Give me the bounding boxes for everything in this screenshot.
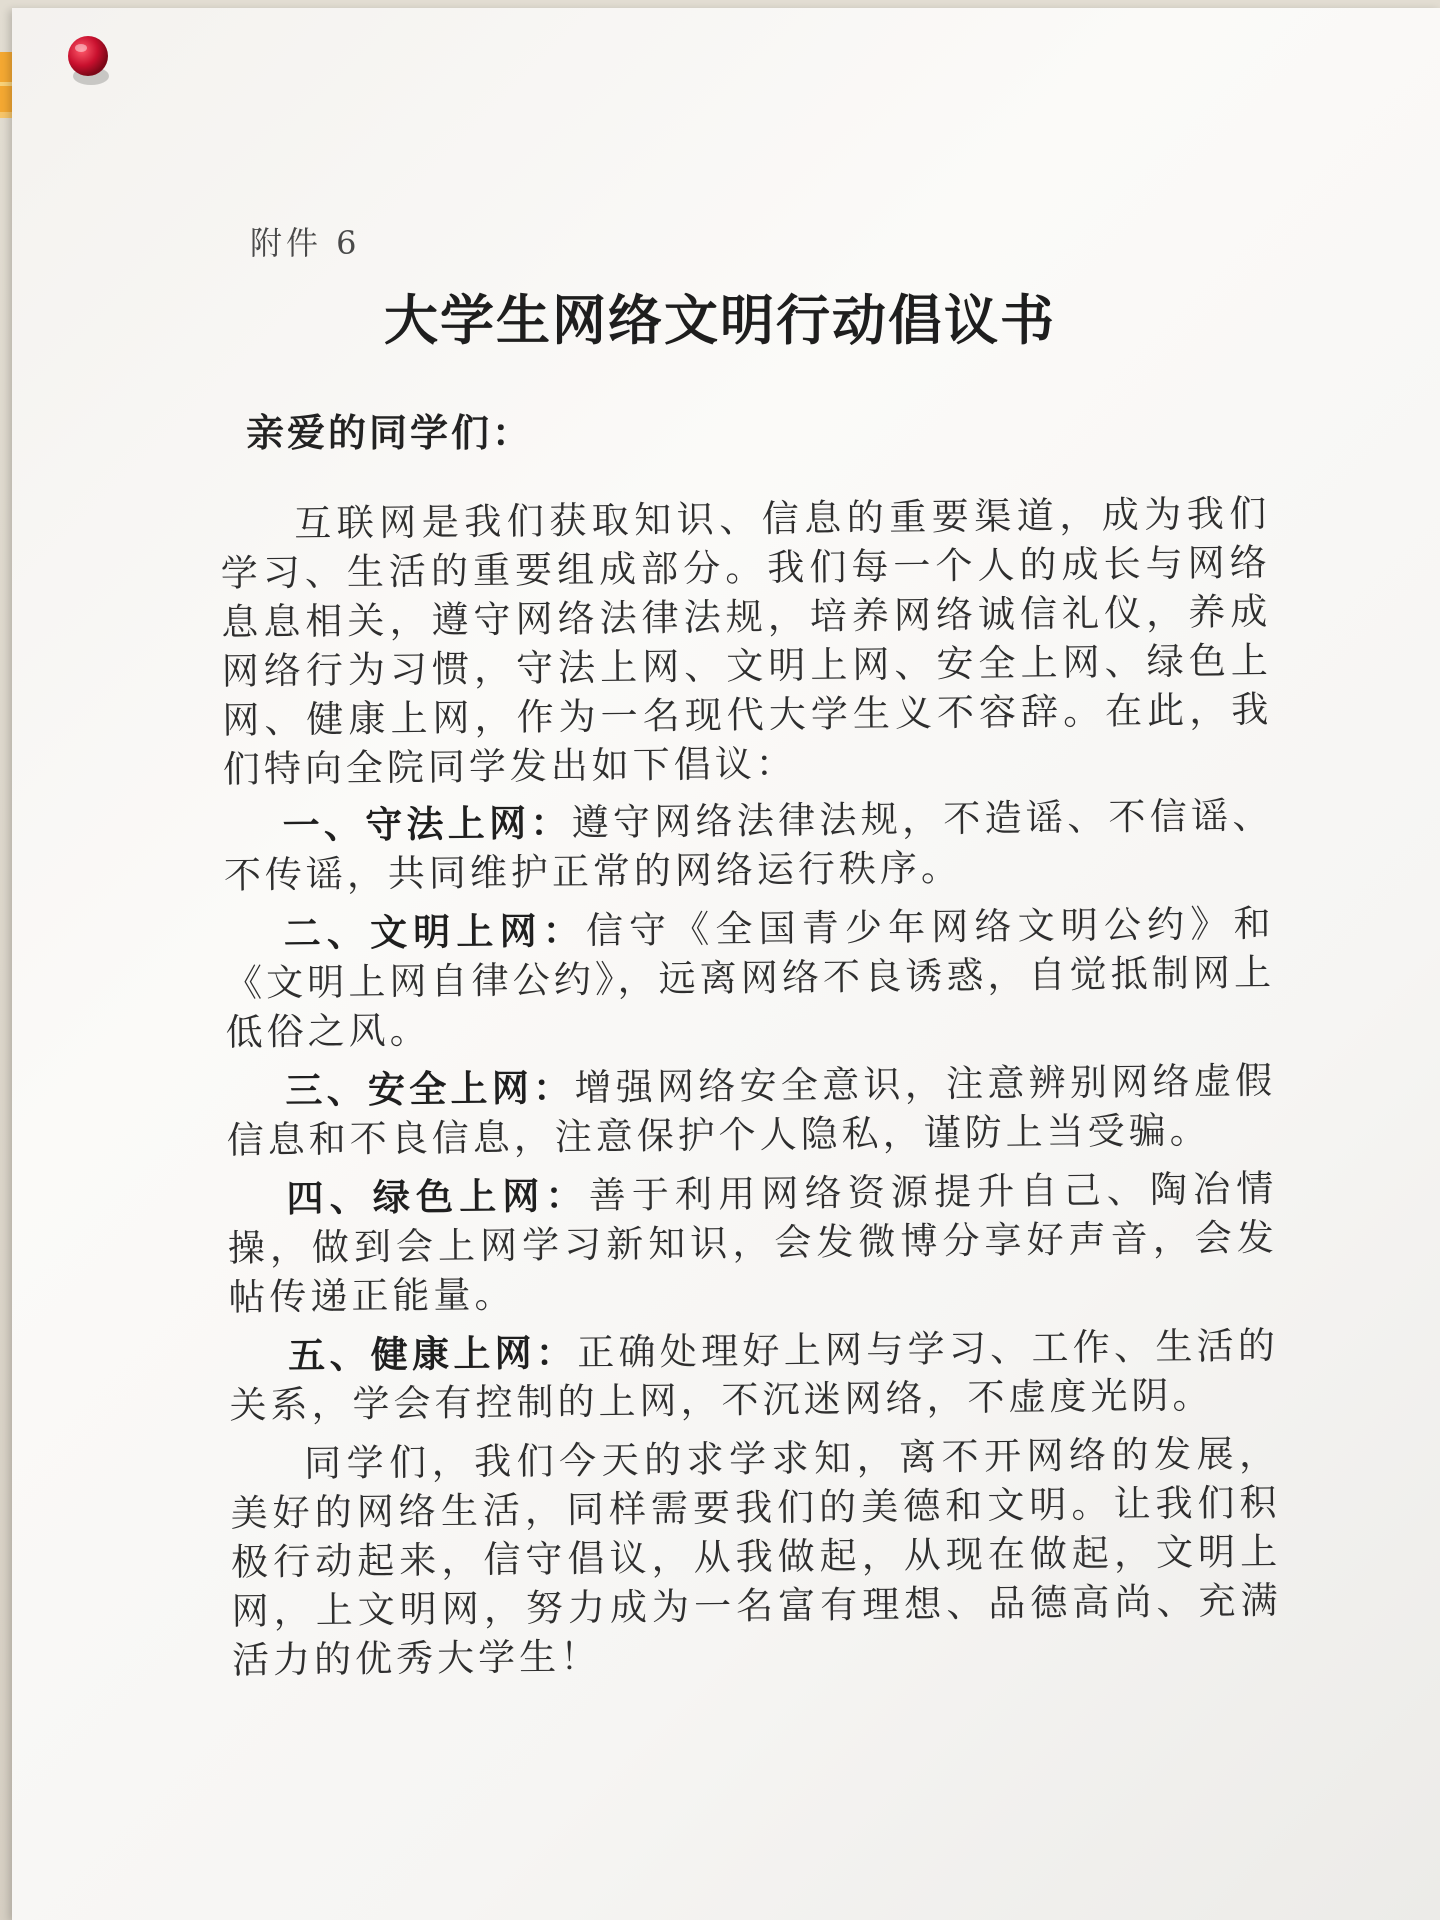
proposal-text: 增强网络安全意识，注意辨别网络虚假信息和不良信息，注意保护个人隐私，谨防上当受骗。 bbox=[226, 1058, 1277, 1162]
proposal-heading: 五、健康上网： bbox=[287, 1330, 578, 1378]
proposal-text: 遵守网络法律法规，不造谣、不信谣、不传谣，共同维护正常的网络运行秩序。 bbox=[223, 793, 1274, 897]
proposal-heading: 四、绿色上网： bbox=[286, 1173, 589, 1221]
proposal-heading: 三、安全上网： bbox=[285, 1065, 575, 1113]
attachment-label: 附件 6 bbox=[250, 224, 361, 262]
proposal-text: 正确处理好上网与学习、工作、生活的关系，学会有控制的上网，不沉迷网络，不虚度光阴。 bbox=[229, 1323, 1280, 1427]
proposal-item bbox=[226, 1056, 1277, 1165]
document-body bbox=[220, 489, 1282, 1693]
proposal-item bbox=[224, 899, 1275, 1057]
proposal-heading: 一、守法上网： bbox=[282, 800, 572, 848]
closing-paragraph: 同学们，我们今天的求学求知，离不开网络的发展，美好的网络生活，同样需要我们的美德和文明。让我们积极行动起来，信守倡议，从我做起，从现在做起，文明上网，上文明网，努力成为一名富有理想、品德高尚、充满活力的优秀大学生！ bbox=[230, 1431, 1282, 1682]
proposal-heading: 二、文明上网： bbox=[283, 908, 587, 956]
intro-paragraph: 互联网是我们获取知识、信息的重要渠道，成为我们学习、生活的重要组成部分。我们每一个人的成长与网络息息相关，遵守网络法律法规，培养网络诚信礼仪，养成网络行为习惯，守法上网、文明上网、安全上网、绿色上网、健康上网，作为一名现代大学生义不容辞。在此，我们特向全院同学发出如下倡议： bbox=[220, 492, 1273, 791]
document-title: 大学生网络文明行动倡议书 bbox=[384, 288, 1056, 352]
proposal-text: 善于利用网络资源提升自己、陶冶情操，做到会上网学习新知识，会发微博分享好声音，会发帖传递正能量。 bbox=[227, 1166, 1279, 1319]
salutation: 亲爱的同学们： bbox=[246, 410, 534, 455]
proposal-item bbox=[229, 1321, 1280, 1430]
proposal-item bbox=[227, 1164, 1278, 1322]
proposal-text: 信守《全国青少年网络文明公约》和《文明上网自律公约》，远离网络不良诱惑，自觉抵制网上低俗之风。 bbox=[224, 901, 1276, 1054]
proposal-item bbox=[223, 791, 1274, 900]
